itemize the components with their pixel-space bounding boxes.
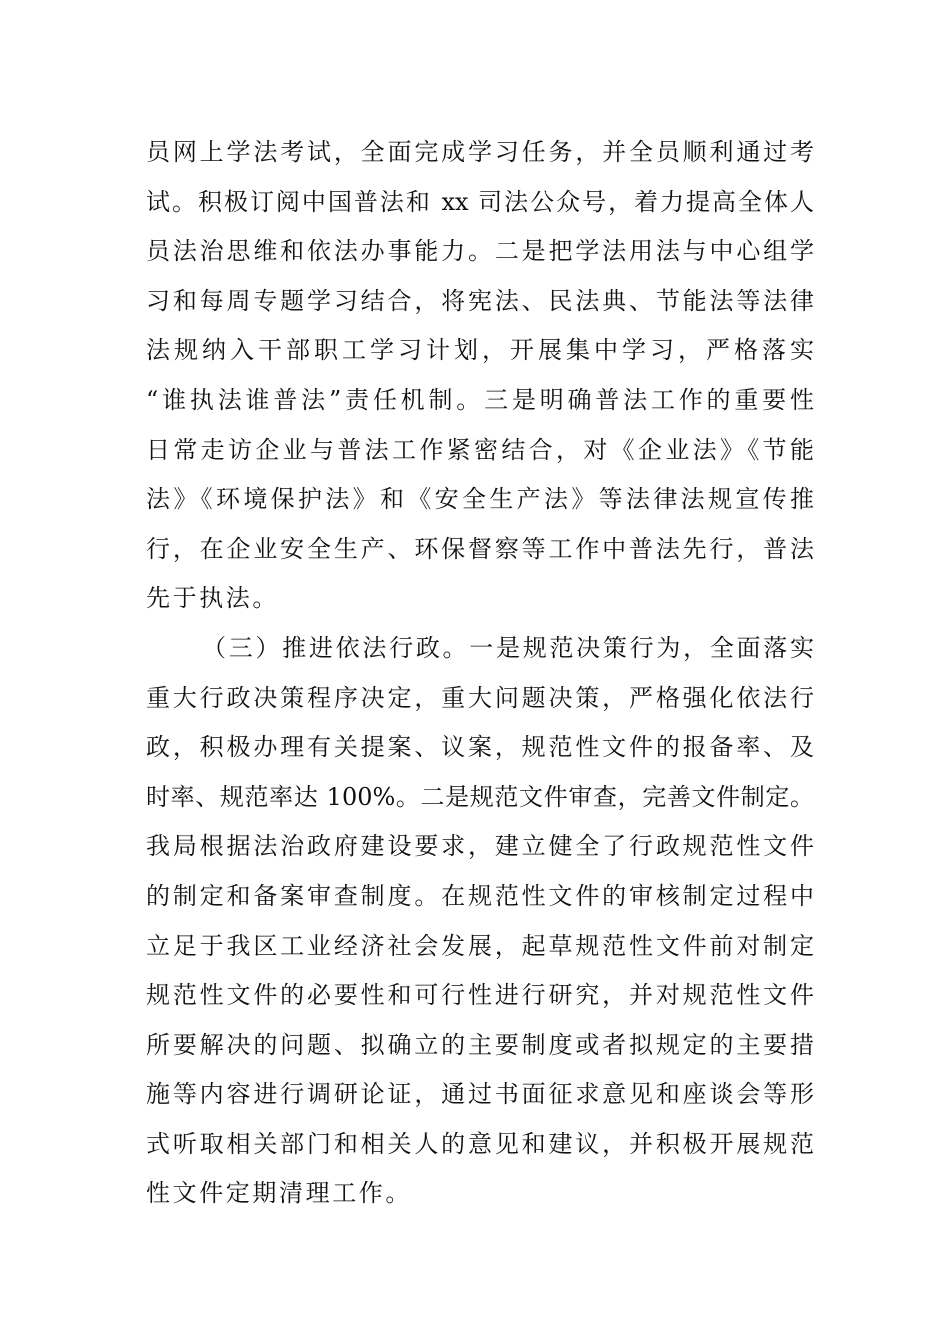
text-line: 规范性文件的必要性和可行性进行研究，并对规范性文件 [146,981,814,1010]
text-line: 立足于我区工业经济社会发展，起草规范性文件前对制定 [146,931,814,960]
section-heading-line: （三）推进依法行政。一是规范决策行为，全面落实 [202,633,814,662]
text-line: 试。积极订阅中国普法和 xx 司法公众号，着力提高全体人 [146,187,814,216]
text-line-paragraph-end: 先于执法。 [146,584,279,613]
text-line: 所要解决的问题、拟确立的主要制度或者拟规定的主要措 [146,1030,814,1059]
text-line: 式听取相关部门和相关人的意见和建议，并积极开展规范 [146,1129,814,1158]
text-line: 重大行政决策程序决定，重大问题决策，严格强化依法行 [146,683,814,712]
text-line: 员法治思维和依法办事能力。二是把学法用法与中心组学 [146,237,814,266]
text-line: 政，积极办理有关提案、议案，规范性文件的报备率、及 [146,733,814,762]
text-line: 日常走访企业与普法工作紧密结合，对《企业法》《节能 [146,435,814,464]
text-line: 习和每周专题学习结合，将宪法、民法典、节能法等法律 [146,286,814,315]
text-line: 法规纳入干部职工学习计划，开展集中学习，严格落实 [146,336,814,365]
document-body [146,128,814,1219]
text-line: 我局根据法治政府建设要求，建立健全了行政规范性文件 [146,832,814,861]
text-line: 法》《环境保护法》和《安全生产法》等法律法规宣传推 [146,485,814,514]
text-line-paragraph-end: 性文件定期清理工作。 [146,1179,412,1208]
text-line: 行，在企业安全生产、环保督察等工作中普法先行，普法 [146,534,814,563]
text-line: 施等内容进行调研论证，通过书面征求意见和座谈会等形 [146,1080,814,1109]
text-line: 时率、规范率达 100%。二是规范文件审查，完善文件制定。 [146,782,814,811]
text-line: 员网上学法考试，全面完成学习任务，并全员顺利通过考 [146,138,814,166]
text-line: “谁执法谁普法”责任机制。三是明确普法工作的重要性 [146,385,814,414]
text-line: 的制定和备案审查制度。在规范性文件的审核制定过程中 [146,881,814,910]
